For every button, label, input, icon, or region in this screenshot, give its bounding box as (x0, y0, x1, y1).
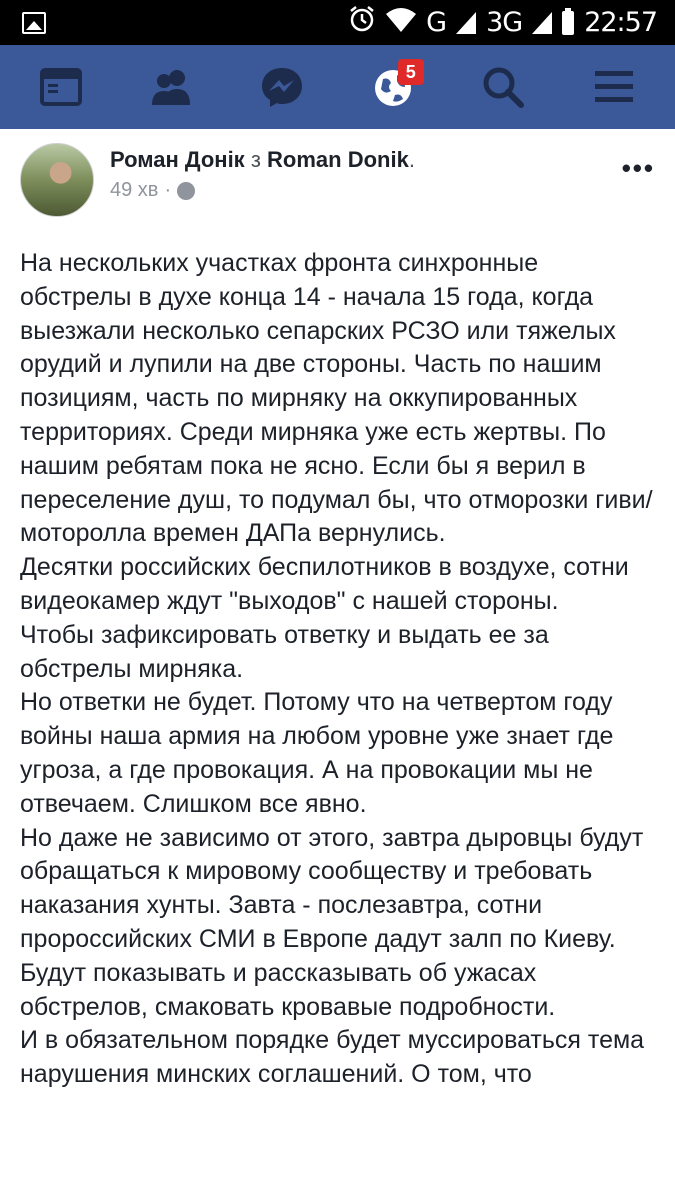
wifi-icon (386, 7, 416, 39)
post-paragraph: Будут показывать и рассказывать об ужасах обстрелов, смаковать кровавые подробности. (20, 958, 556, 1021)
post-time-line (110, 179, 415, 202)
author-line (110, 145, 415, 175)
post-header (20, 143, 655, 217)
signal-strength-3g-icon (532, 12, 552, 34)
post-paragraph: На нескольких участках фронта синхронные обстрелы в духе конца 14 - начала 15 года, когда выезжали несколько сепарских РСЗО или тяжелых орудий и лупили на две стороны. Часть по нашим позициям, часть по мирняку на оккупированных территориях. Среди мирняка уже есть жертвы. По нашим ребятам пока не ясно. Если бы я верил в переселение душ, то подумал бы, что отморозки гиви/моторолла времен ДАПа вернулись. (20, 249, 653, 548)
notifications-button[interactable] (348, 45, 438, 129)
post-text (20, 247, 655, 1092)
author-name-link[interactable]: Роман Донік (110, 147, 245, 172)
top-navigation-bar (0, 45, 675, 129)
network-g-label: G (426, 7, 447, 38)
friends-button[interactable] (127, 45, 217, 129)
messenger-icon (260, 65, 304, 109)
with-word: з (250, 147, 261, 172)
post-paragraph: И в обязательном порядке будет муссироваться тема нарушения минских соглашений. О том, что (20, 1026, 645, 1089)
friends-icon (150, 65, 194, 109)
more-options-button[interactable]: ••• (621, 153, 655, 183)
post-meta (110, 143, 415, 202)
time-separator: · (164, 179, 172, 201)
feed-post (0, 129, 675, 1092)
signal-strength-icon (456, 12, 476, 34)
messenger-button[interactable] (237, 45, 327, 129)
author-avatar[interactable] (20, 143, 94, 217)
menu-button[interactable] (569, 45, 659, 129)
alarm-icon (348, 5, 376, 40)
tagged-suffix: . (408, 147, 415, 172)
battery-icon (562, 11, 574, 35)
search-icon (481, 65, 525, 109)
menu-icon (592, 65, 636, 109)
tagged-name-link[interactable]: Roman Donik (267, 147, 409, 172)
notifications-badge: 5 (398, 59, 424, 85)
post-paragraph: Десятки российских беспилотников в воздухе, сотни видеокамер ждут "выходов" с нашей стороны. (20, 553, 629, 615)
news-feed-button[interactable] (16, 45, 106, 129)
status-time: 22:57 (584, 7, 657, 38)
public-globe-icon (177, 182, 195, 200)
network-3g-label: 3G (486, 7, 523, 38)
news-feed-icon (39, 65, 83, 109)
image-notification-icon (22, 12, 46, 34)
post-timestamp[interactable]: 49 хв (110, 179, 159, 201)
status-bar (0, 0, 675, 45)
post-paragraph: Но ответки не будет. Потому что на четвертом году войны наша армия на любом уровне уже знает где угроза, а где провокация. А на провокации мы не отвечаем. Слишком все явно. (20, 688, 614, 818)
search-button[interactable] (458, 45, 548, 129)
post-paragraph: Чтобы зафиксировать ответку и выдать ее за обстрелы мирняка. (20, 620, 549, 683)
post-paragraph: Но даже не зависимо от этого, завтра дыровцы будут обращаться к мировому сообществу и требовать наказания хунты. Завта - послезавтра, сотни пророссийских СМИ в Европе дадут залп по Киеву. (20, 823, 644, 953)
